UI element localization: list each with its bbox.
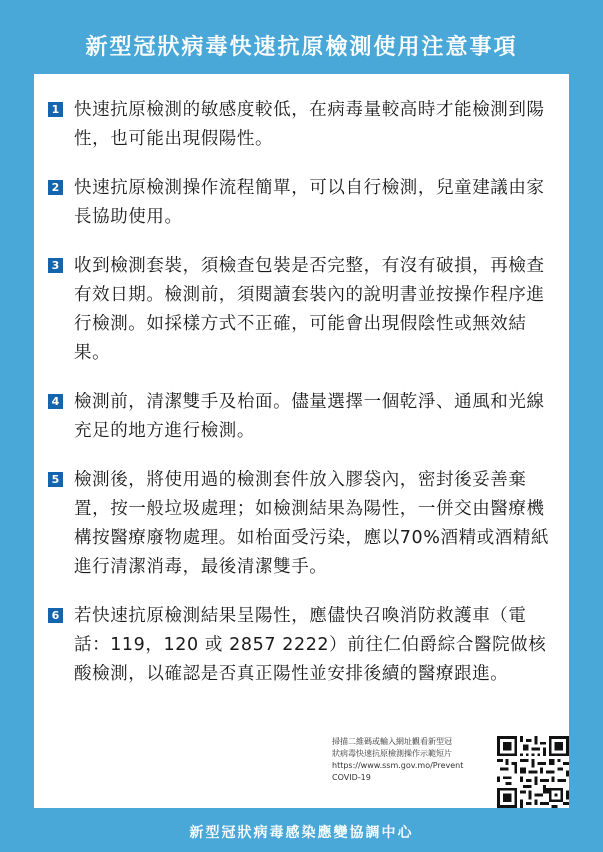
item-number-badge: 2 (48, 180, 63, 195)
item-text: 若快速抗原檢測結果呈陽性，應儘快召喚消防救護車（電話：119，120 或 2857 2222）前往仁伯爵綜合醫院做核酸檢測，以確認是否真正陽性並安排後續的醫療跟進。 (74, 606, 547, 684)
item-number-badge: 3 (48, 258, 63, 273)
item-number-badge: 1 (48, 102, 63, 117)
item-text: 檢測前，清潔雙手及枱面。儘量選擇一個乾淨、通風和光線充足的地方進行檢測。 (74, 392, 545, 441)
list-item (48, 96, 553, 154)
qr-url-continued[interactable]: COVID-19 (332, 773, 371, 782)
item-number-badge: 4 (48, 394, 63, 409)
qr-instruction-line: 狀病毒快速抗原檢測操作示範短片 (332, 749, 452, 758)
notice-list (48, 96, 553, 709)
item-text: 檢測後，將使用過的檢測套件放入膠袋內，密封後妥善棄置，按一般垃圾處理；如檢測結果為陽性，一併交由醫療機構按醫療廢物處理。如枱面受污染，應以70%酒精或酒精紙進行清潔消毒，最後清潔雙手。 (74, 470, 550, 577)
qr-instruction-line: 掃描二維碼或輸入網址觀看新型冠 (332, 737, 452, 746)
list-item (48, 602, 553, 689)
list-item (48, 174, 553, 232)
footer-organization: 新型冠狀病毒感染應變協調中心 (189, 825, 414, 841)
list-item (48, 466, 553, 582)
item-number-badge: 6 (48, 608, 63, 623)
item-text: 快速抗原檢測的敏感度較低，在病毒量較高時才能檢測到陽性，也可能出現假陽性。 (74, 100, 545, 149)
item-text: 快速抗原檢測操作流程簡單，可以自行檢測，兒童建議由家長協助使用。 (74, 178, 545, 227)
item-text: 收到檢測套裝，須檢查包裝是否完整，有沒有破損，再檢查有效日期。檢測前，須閱讀套裝內的說明書並按操作程序進行檢測。如採樣方式不正確，可能會出現假陰性或無效結果。 (74, 256, 545, 363)
item-number-badge: 5 (48, 472, 63, 487)
list-item (48, 252, 553, 368)
notice-card (34, 74, 569, 808)
qr-instructions (332, 736, 492, 784)
page-title: 新型冠狀病毒快速抗原檢測使用注意事項 (85, 35, 518, 60)
qr-code-icon[interactable] (497, 736, 569, 808)
list-item (48, 388, 553, 446)
qr-url[interactable]: https://www.ssm.gov.mo/Prevent (332, 761, 464, 770)
